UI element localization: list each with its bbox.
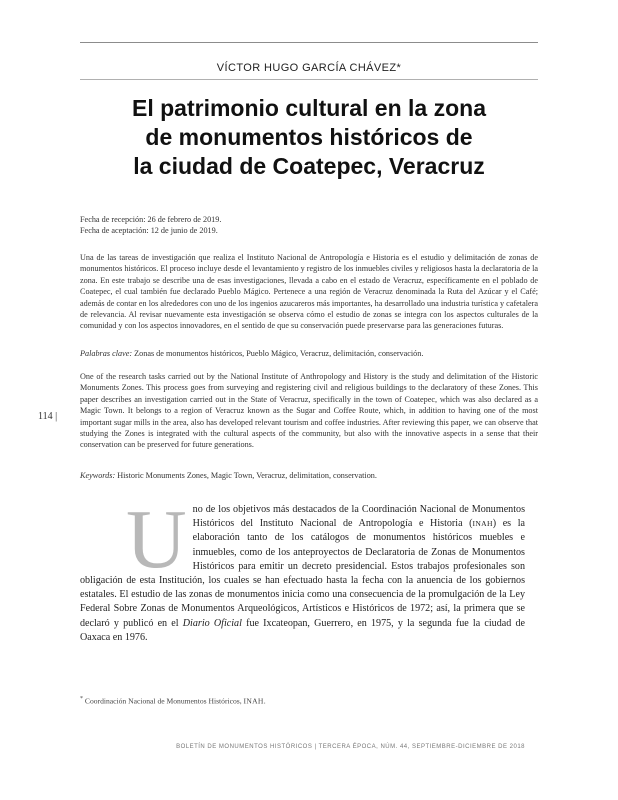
- body-text-3: fue Ixcateopan, Guerrero, en 1975, y la segunda fue la ciudad de Oaxaca en 1976.: [80, 617, 526, 643]
- received-date: Fecha de recepción: 26 de febrero de 2019.: [80, 215, 222, 224]
- footnote-inah: INAH: [243, 696, 264, 706]
- keywords-spanish: [80, 348, 538, 359]
- abstract-english: One of the research tasks carried out by the National Institute of Anthropology and History is the study and delimitation of the Historic Monuments Zones. This process goes from surveying and registering civil and religious buildings to the declaratory of these Zones. This paper describes an investigation carried out in the State of Veracruz, specifically in the town of Coatepec, which was also declared as a Magic Town. It belongs to a region of Veracruz known as the Sugar and Coffee Route, which, in addition to having one of the most important sugar mills in the area, also has developed relevant tourism and coffee industries. After reviewing this paper, we can observe that studying the Zones is integrated with the cultural aspects of the community, but also with the innovative aspects in a sense that their conservation can be preserved for future generations.: [80, 372, 538, 450]
- submission-dates: [80, 214, 538, 236]
- diario-oficial: Diario Oficial: [182, 617, 242, 629]
- keywords-label-spanish: Palabras clave:: [80, 349, 133, 358]
- title-line-3: la ciudad de Coatepec, Veracruz: [133, 153, 485, 179]
- title-line-1: El patrimonio cultural en la zona: [132, 95, 486, 121]
- body-text-2: ) es la elaboración tanto de los catálogos de monumentos históricos muebles e inmuebles, como de los anteproyectos de Declaratoria de Zonas de Monumentos Históricos para emitir un decreto presidencial. Estos trabajos profesionales son obligación de esta Institución, los cuales se han efectuado hasta la fecha con la anuencia de los gobiernos estatales. El estudio de las zonas de monumentos inicia como una consecuencia de la promulgación de la Ley Federal Sobre Zonas de Monumentos Arqueológicos, Artísticos e Históricos de 1972; así, la primera que se declaró y publicó en el: [80, 518, 525, 629]
- author-rule: [80, 79, 538, 80]
- inah-acronym: INAH: [472, 519, 493, 529]
- article-title: [80, 94, 538, 181]
- keywords-list-spanish: Zonas de monumentos históricos, Pueblo Mágico, Veracruz, delimitación, conservación.: [134, 349, 424, 358]
- title-line-2: de monumentos históricos de: [145, 124, 473, 150]
- footnote-end: .: [263, 696, 266, 706]
- footnote-text: Coordinación Nacional de Monumentos Históricos,: [83, 696, 244, 706]
- page-number: 114 |: [38, 411, 58, 422]
- keywords-list-english: Historic Monuments Zones, Magic Town, Veracruz, delimitation, conservation.: [117, 471, 377, 480]
- footnote: [80, 696, 538, 706]
- abstract-spanish: Una de las tareas de investigación que realiza el Instituto Nacional de Antropología e Historia es el estudio y delimitación de zonas de monumentos históricos. El proceso incluye desde el levantamiento y registro de los inmuebles civiles y religiosos hasta la declaratoria de la zona. En este trabajo se describe una de esas investigaciones, llevada a cabo en el estado de Veracruz, específicamente en el poblado de Coatepec, el cual también fue declarado Pueblo Mágico. Pertenece a una región de Veracruz denominada la Ruta del Azúcar y el Café; además de contar en los alrededores con uno de los ingenios azucareros más importantes, ha desarrollado una industria turística y cafetalera de relevancia. Al revisar nuevamente esta investigación se observa cómo el estudio de zonas se integra con los aspectos culturales de la comunidad y con los aspectos innovadores, en el sentido de que su conservación puede preservarse para las generaciones futuras.: [80, 253, 538, 331]
- keywords-label-english: Keywords:: [80, 471, 116, 480]
- author-name: VÍCTOR HUGO GARCÍA CHÁVEZ*: [216, 62, 402, 74]
- accepted-date: Fecha de aceptación: 12 de junio de 2019.: [80, 226, 218, 235]
- keywords-english: [80, 470, 538, 481]
- journal-footer: BOLETÍN DE MONUMENTOS HISTÓRICOS | TERCERA ÉPOCA, NÚM. 44, SEPTIEMBRE-DICIEMBRE DE 2018: [176, 744, 525, 750]
- top-rule: [80, 42, 538, 43]
- body-paragraph: [80, 493, 526, 645]
- body-text-1: no de los objetivos más destacados de la Coordinación Nacional de Monumentos Históricos del Instituto Nacional de Antropología e Historia (: [192, 504, 525, 530]
- footnote-mark: *: [80, 696, 83, 702]
- drop-cap: U: [126, 493, 187, 586]
